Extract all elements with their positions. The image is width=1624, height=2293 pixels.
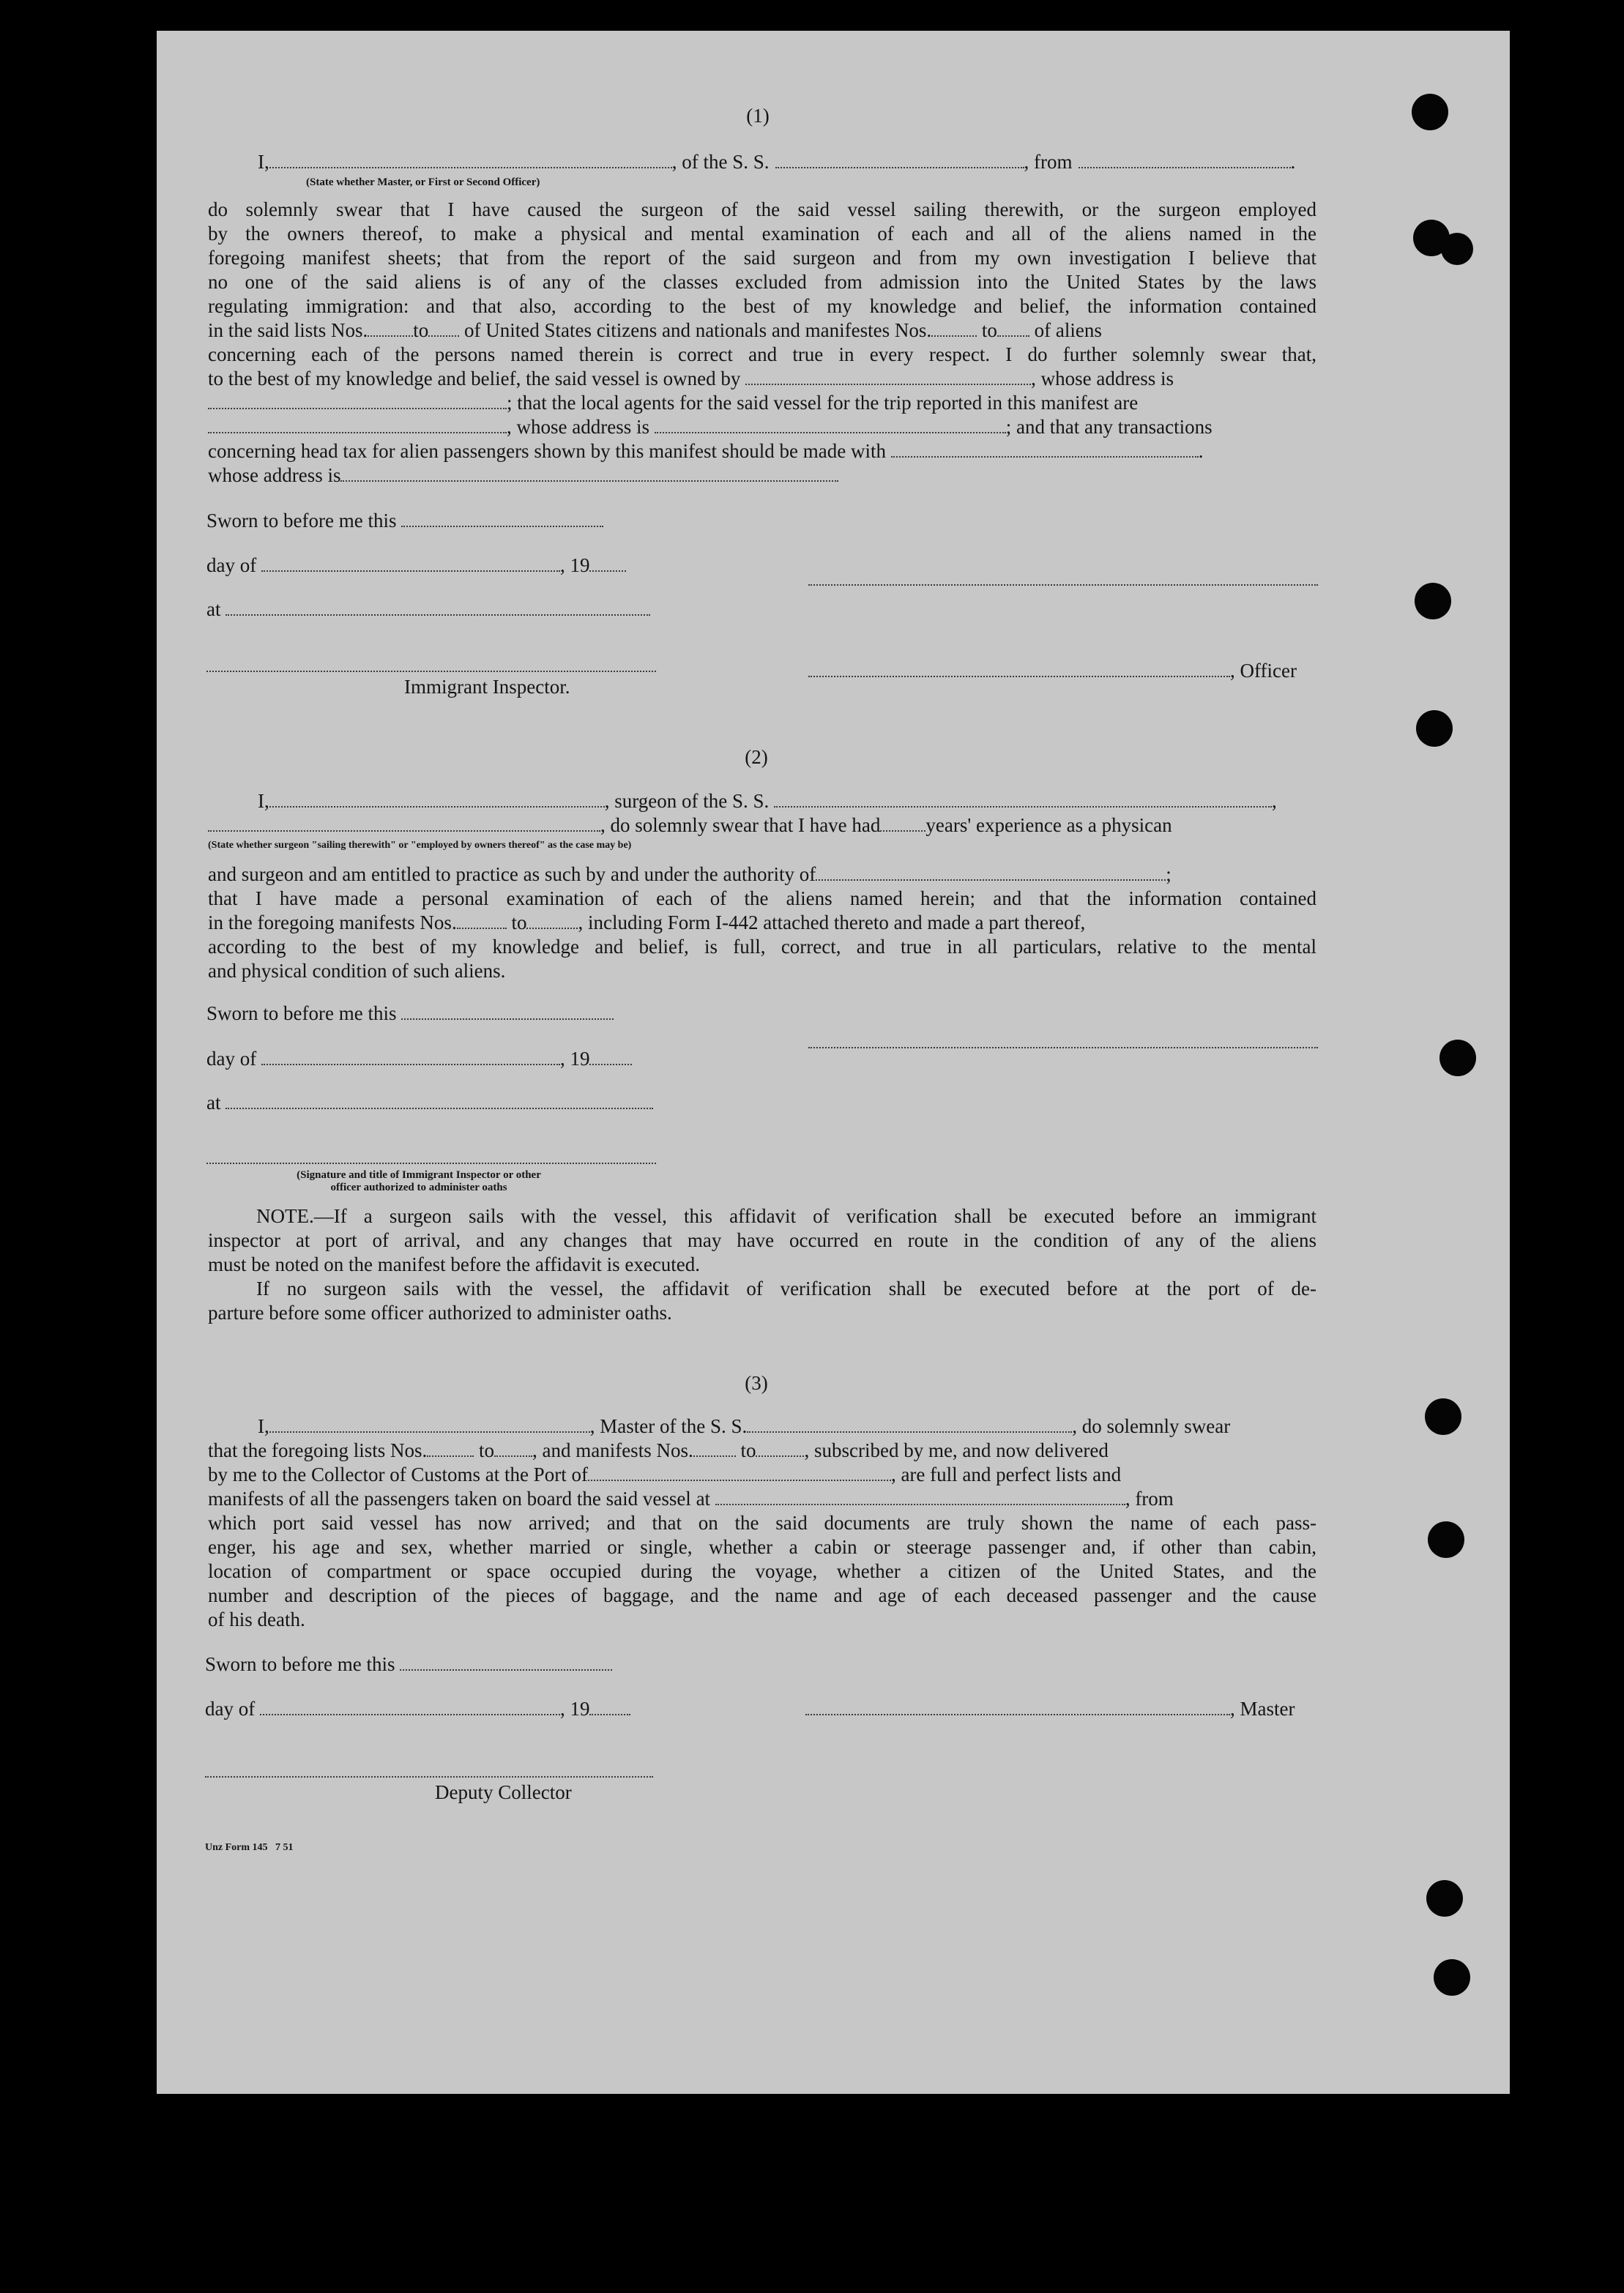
owner-field[interactable] <box>745 369 1031 385</box>
sworn-day-field-2[interactable] <box>401 1004 614 1020</box>
master-manifests-from-field[interactable] <box>693 1441 736 1457</box>
day-of-line-2: day of , 19 <box>206 1047 632 1070</box>
master-signature-label: , Master <box>805 1697 1295 1720</box>
punch-hole <box>1425 1398 1461 1435</box>
vessel-name-field[interactable] <box>775 152 1024 168</box>
signature-caption-1: (Signature and title of Immigrant Inspector or other <box>297 1169 541 1181</box>
signature-caption-2: officer authorized to administer oaths <box>330 1182 507 1193</box>
punch-hole <box>1434 1959 1470 1996</box>
sworn-year-field-3[interactable] <box>589 1699 630 1715</box>
officer-name-field[interactable] <box>269 152 672 168</box>
oath-1-line-4: foregoing manifest sheets; that from the report of the said surgeon and from my own investigation I believe that <box>208 247 1316 269</box>
agents-address-field[interactable] <box>655 417 1006 433</box>
section-3-heading: (3) <box>745 1372 768 1394</box>
master-lists-from-field[interactable] <box>427 1441 474 1457</box>
deputy-collector-label: Deputy Collector <box>435 1781 572 1803</box>
oath-2-line-3: and surgeon and am entitled to practice as such by and under the authority of ; <box>208 863 1172 885</box>
master-signature-line[interactable] <box>805 1699 1230 1715</box>
authority-field[interactable] <box>816 865 1166 881</box>
officer-rank-caption: (State whether Master, or First or Second Officer) <box>306 176 540 188</box>
sworn-year-field-2[interactable] <box>589 1049 632 1065</box>
oath-3-line-9: of his death. <box>208 1608 305 1630</box>
oath-1-line-9: to the best of my knowledge and belief, the said vessel is owned by , whose address is <box>208 368 1174 389</box>
oath-2-line-5: in the foregoing manifests Nos. to , including Form I-442 attached thereto and made a part thereof, <box>208 911 1086 933</box>
sworn-day-field[interactable] <box>401 511 603 527</box>
oath-1-line-12: concerning head tax for alien passengers shown by this manifest should be made with . <box>208 440 1204 462</box>
oath-1-line-8: concerning each of the persons named therein is correct and true in every respect. I do further solemnly swear that, <box>208 343 1316 365</box>
master-lists-to-field[interactable] <box>494 1441 532 1457</box>
at-line-2: at <box>206 1091 653 1114</box>
oath-1-line-6: regulating immigration: and that also, according to the best of my knowledge and belief, the information contained <box>208 295 1316 317</box>
note-line-2: inspector at port of arrival, and any changes that may have occurred en route in the condition of any of the aliens <box>208 1229 1316 1251</box>
oath-2-line-4: that I have made a personal examination of each of the aliens named herein; and that the information contained <box>208 887 1316 909</box>
oath-3-line-7: location of compartment or space occupied during the voyage, whether a citizen of the United States, and the <box>208 1560 1316 1582</box>
oath-1-line-5: no one of the said aliens is of any of the classes excluded from admission into the United States by the laws <box>208 271 1316 293</box>
deputy-signature-line[interactable] <box>205 1776 653 1778</box>
from-port-field[interactable] <box>1079 152 1291 168</box>
local-agents-field[interactable] <box>208 417 507 433</box>
punch-hole <box>1441 233 1473 265</box>
administering-officer-signature-line[interactable] <box>206 1163 656 1164</box>
oath-2-line-6: according to the best of my knowledge and belief, is full, correct, and true in all particulars, relative to the mental <box>208 936 1316 958</box>
punch-hole <box>1426 1880 1463 1917</box>
sworn-month-field[interactable] <box>261 556 560 572</box>
note-line-4: If no surgeon sails with the vessel, the affidavit of verification shall be executed before at the port of de- <box>256 1278 1316 1300</box>
at-line-1: at <box>206 597 650 621</box>
surgeon-signature-line[interactable] <box>808 1047 1318 1048</box>
surgeon-status-field[interactable] <box>208 816 600 832</box>
surgeon-status-caption: (State whether surgeon "sailing therewith" or "employed by owners thereof" as the case may be) <box>208 840 632 851</box>
inspector-signature-line[interactable] <box>206 671 656 672</box>
boarding-port-field[interactable] <box>715 1489 1125 1505</box>
surgeon-manifest-from-field[interactable] <box>457 913 507 929</box>
day-of-line-3: day of , 19 <box>205 1697 630 1720</box>
master-manifests-to-field[interactable] <box>756 1441 804 1457</box>
oath-1-line-3: by the owners thereof, to make a physical and mental examination of each and all of the aliens named in the <box>208 223 1316 245</box>
oath-3-line-1: I, , Master of the S. S. , do solemnly swear <box>258 1415 1231 1437</box>
note-line-5: parture before some officer authorized to administer oaths. <box>208 1302 672 1324</box>
oath-3-line-6: enger, his age and sex, whether married or single, whether a cabin or steerage passenger and, if other than cabin, <box>208 1536 1316 1558</box>
day-of-line-1: day of , 19 <box>206 553 626 577</box>
note-line-3: must be noted on the manifest before the affidavit is executed. <box>208 1253 701 1275</box>
customs-port-field[interactable] <box>588 1465 891 1481</box>
sworn-day-field-3[interactable] <box>400 1655 612 1671</box>
note-line-1: NOTE.—If a surgeon sails with the vessel, this affidavit of verification shall be executed before an immigrant <box>256 1205 1316 1227</box>
officer-name-signature[interactable] <box>808 661 1230 677</box>
sworn-line-2: Sworn to before me this <box>206 1002 614 1025</box>
oath-1-line-1: I, , of the S. S. , from . <box>258 151 1296 173</box>
oath-1-line-7: in the said lists Nos. to of United States citizens and nationals and manifestes Nos. to of aliens <box>208 319 1102 341</box>
sworn-month-field-3[interactable] <box>260 1699 560 1715</box>
surgeon-name-field[interactable] <box>269 791 605 808</box>
lists-from-field[interactable] <box>368 321 413 337</box>
surgeon-manifest-to-field[interactable] <box>526 913 578 929</box>
sworn-place-field-2[interactable] <box>226 1093 653 1109</box>
master-name-field[interactable] <box>269 1417 590 1433</box>
oath-3-line-2: that the foregoing lists Nos. to , and manifests Nos. to , subscribed by me, and now delivered <box>208 1439 1109 1461</box>
punch-hole <box>1412 94 1448 130</box>
sworn-place-field[interactable] <box>226 600 650 616</box>
punch-hole <box>1439 1040 1476 1076</box>
oath-3-line-8: number and description of the pieces of baggage, and the name and age of each deceased passenger and the cause <box>208 1584 1316 1606</box>
sworn-year-field[interactable] <box>589 556 626 572</box>
form-identifier: Unz Form 145 7 51 <box>205 1842 294 1853</box>
oath-2-line-1: I, , surgeon of the S. S. , <box>258 790 1277 812</box>
oath-2-line-7: and physical condition of such aliens. <box>208 960 506 982</box>
oath-1-line-2: do solemnly swear that I have caused the surgeon of the said vessel sailing therewith, or the surgeon employed <box>208 198 1316 220</box>
master-vessel-field[interactable] <box>747 1417 1072 1433</box>
section-1-heading: (1) <box>746 105 770 127</box>
sworn-line-1: Sworn to before me this <box>206 509 603 532</box>
lists-to-field[interactable] <box>428 321 459 337</box>
manifests-to-field[interactable] <box>997 321 1029 337</box>
inspector-label-1: Immigrant Inspector. <box>404 676 570 698</box>
section-2-heading: (2) <box>745 746 768 768</box>
officer-signature-label: , Officer <box>808 659 1297 682</box>
punch-hole <box>1416 710 1453 747</box>
punch-hole <box>1415 583 1451 619</box>
officer-signature-line[interactable] <box>808 584 1318 586</box>
years-experience-field[interactable] <box>880 816 925 832</box>
punch-hole <box>1428 1521 1464 1558</box>
oath-1-line-13: whose address is <box>208 463 838 487</box>
oath-1-line-11: , whose address is ; and that any transactions <box>208 415 1213 439</box>
surgeon-vessel-field[interactable] <box>774 791 1272 808</box>
oath-3-line-5: which port said vessel has now arrived; and that on the said documents are truly shown the name of each pass- <box>208 1512 1316 1534</box>
head-tax-party-field[interactable] <box>891 441 1199 458</box>
oath-2-line-2: , do solemnly swear that I have had years' experience as a physican <box>208 813 1172 837</box>
oath-3-line-3: by me to the Collector of Customs at the Port of , are full and perfect lists and <box>208 1464 1122 1485</box>
oath-1-line-10: ; that the local agents for the said vessel for the trip reported in this manifest are <box>208 391 1138 414</box>
owner-address-field[interactable] <box>208 393 507 409</box>
manifests-from-field[interactable] <box>931 321 977 337</box>
oath-3-line-4: manifests of all the passengers taken on board the said vessel at , from <box>208 1488 1174 1510</box>
sworn-month-field-2[interactable] <box>261 1049 560 1065</box>
sworn-line-3: Sworn to before me this <box>205 1652 612 1676</box>
head-tax-address-field[interactable] <box>340 466 838 482</box>
